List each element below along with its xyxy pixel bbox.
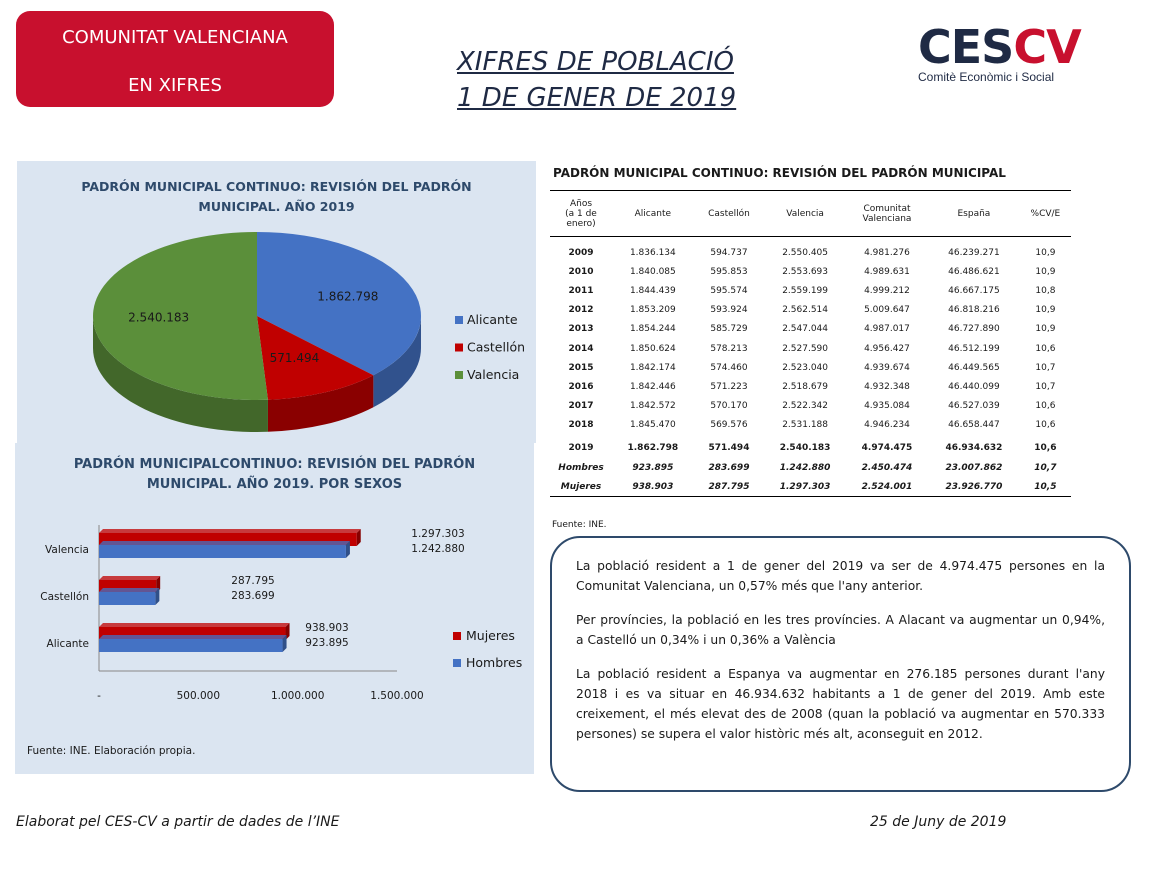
table-cell: Hombres (558, 462, 604, 473)
table-row-mujeres (550, 477, 1071, 497)
table-cell: 46.727.890 (948, 324, 1000, 335)
table-cell: 1.242.880 (779, 462, 831, 473)
pie-chart-svg (17, 161, 536, 443)
table-cell: 595.853 (710, 266, 748, 277)
bar-legend-swatch (453, 659, 461, 667)
table-cell: 1.842.174 (629, 362, 676, 373)
table-cell: 2.559.199 (782, 285, 828, 296)
table-cell: 1.840.085 (629, 266, 676, 277)
bar-top-mujeres (99, 529, 361, 533)
table-cell: 2.531.188 (782, 420, 828, 431)
bar-value-label: 1.242.880 (411, 543, 465, 555)
logo-ces: CES (918, 20, 1014, 74)
bar-category-label: Alicante (46, 638, 89, 650)
header-cv: Comunitat Valenciana (862, 203, 912, 224)
table-cell: 595.574 (710, 285, 748, 296)
table-cell: 46.818.216 (948, 305, 1000, 316)
pie-legend-swatch (455, 344, 463, 352)
table-cell: 10,7 (1034, 462, 1057, 473)
table-cell: 2014 (568, 343, 594, 354)
header-espana: España (957, 208, 991, 219)
bar-hombres-valencia (99, 545, 346, 558)
table-row-hombres (550, 458, 1071, 477)
bar-chart-panel (15, 443, 534, 774)
badge-line2: EN XIFRES (128, 75, 222, 96)
table-cell: 2.550.405 (782, 247, 828, 258)
table-cell: 2019 (568, 443, 594, 454)
table-cell: 594.737 (710, 247, 748, 258)
table-row-2014 (550, 339, 1071, 358)
bar-value-label: 938.903 (305, 622, 349, 634)
bar-top-hombres (99, 635, 287, 639)
bar-top-mujeres (99, 623, 290, 627)
table-cell: 46.239.271 (948, 247, 1000, 258)
pie-legend-label: Alicante (467, 312, 518, 327)
table-title: PADRÓN MUNICIPAL CONTINUO: REVISIÓN DEL PADRÓN MUNICIPAL (553, 166, 1006, 180)
bar-chart-source: Fuente: INE. Elaboración propia. (27, 745, 196, 757)
summary-paragraph-3: La població resident a Espanya va augmentar en 276.185 persones durant l'any 2018 i es va situar en 46.934.632 habitants a 1 de gener del 2019. Amb este creixement, el més elevat des de 2008 (quan la població va augmentar en 570.333 persones) se supera el valor històric més alt, aconseguit en 2012. (576, 667, 1105, 741)
pie-legend-label: Valencia (467, 367, 520, 382)
pie-value-label: 2.540.183 (128, 310, 190, 325)
table-cell: 2016 (568, 381, 594, 392)
bar-top-mujeres (99, 576, 160, 580)
header-alicante: Alicante (634, 208, 672, 219)
table-cell: 283.699 (708, 462, 750, 473)
table-cell: 1.850.624 (629, 343, 676, 354)
bar-x-tick-label: 1.500.000 (370, 690, 424, 702)
footer-credit: Elaborat pel CES-CV a partir de dades de l’INE (16, 814, 340, 830)
logo-mark (918, 20, 1081, 74)
table-cell: 10,6 (1035, 343, 1056, 354)
table-cell: 2.450.474 (861, 462, 913, 473)
bar-top-hombres (99, 588, 159, 592)
table-cell: 2.523.040 (782, 362, 828, 373)
table-cell: Mujeres (560, 481, 602, 492)
table-row-2009 (550, 243, 1071, 262)
table-cell: 4.974.475 (861, 443, 913, 454)
table-cell: 569.576 (710, 420, 748, 431)
bar-value-label: 287.795 (231, 575, 275, 587)
table-cell: 2.553.693 (782, 266, 828, 277)
table-cell: 574.460 (710, 362, 748, 373)
pie-value-label: 1.862.798 (317, 289, 379, 304)
table-cell: 2.522.342 (782, 401, 828, 412)
table-cell: 10,7 (1035, 362, 1056, 373)
ces-cv-logo (918, 20, 1081, 92)
table-cell: 46.449.565 (948, 362, 1000, 373)
bar-value-label: 923.895 (305, 637, 349, 649)
pie-legend-swatch (455, 371, 463, 379)
table-cell: 2.540.183 (779, 443, 831, 454)
table-cell: 10,9 (1035, 266, 1056, 277)
pie-title-line1: PADRÓN MUNICIPAL CONTINUO: REVISIÓN DEL PADRÓN (81, 179, 472, 194)
table-cell: 2012 (568, 305, 594, 316)
bar-legend-swatch (453, 632, 461, 640)
header-castellon: Castellón (708, 208, 750, 219)
summary-textbox (550, 536, 1131, 792)
pie-legend-swatch (455, 316, 463, 324)
table-cell: 2017 (568, 401, 594, 412)
population-table (550, 190, 1071, 499)
bar-top-hombres (99, 541, 350, 545)
table-cell: 2011 (568, 285, 594, 296)
bar-legend-label: Mujeres (466, 628, 515, 643)
header-pct: %CV/E (1030, 208, 1061, 219)
table-cell: 10,7 (1035, 381, 1056, 392)
table-row-2010 (550, 262, 1071, 281)
table-source: Fuente: INE. (552, 520, 607, 530)
footer-date: 25 de Juny de 2019 (870, 814, 1007, 830)
logo-cv: CV (1013, 20, 1081, 74)
header-valencia: Valencia (786, 208, 824, 219)
table-cell: 4.932.348 (864, 381, 910, 392)
pie-title-line2: MUNICIPAL. AÑO 2019 (198, 199, 355, 214)
table-cell: 10,9 (1035, 247, 1056, 258)
table-cell: 4.946.234 (864, 420, 910, 431)
table-row-2015 (550, 358, 1071, 377)
table-cell: 23.926.770 (945, 481, 1003, 492)
bar-category-label: Valencia (45, 544, 89, 556)
table-cell: 10,6 (1034, 443, 1057, 454)
table-cell: 4.999.212 (864, 285, 910, 296)
table-cell: 4.939.674 (864, 362, 910, 373)
table-cell: 2010 (568, 266, 594, 277)
header-anos: Años (a 1 de enero) (565, 198, 597, 229)
table-cell: 10,5 (1034, 481, 1057, 492)
table-cell: 4.987.017 (864, 324, 910, 335)
title-line2: 1 DE GENER DE 2019 (457, 83, 737, 113)
table-cell: 1.845.470 (629, 420, 676, 431)
table-row-2012 (550, 301, 1071, 320)
table-cell: 46.658.447 (948, 420, 1000, 431)
table-cell: 46.934.632 (945, 443, 1003, 454)
table-row-2018 (550, 416, 1071, 435)
bar-title-line2: MUNICIPAL. AÑO 2019. POR SEXOS (146, 477, 403, 492)
table-cell: 1.854.244 (629, 324, 676, 335)
bar-chart-svg (15, 443, 534, 774)
badge-line1: COMUNITAT VALENCIANA (62, 27, 288, 48)
table-cell: 2.527.590 (782, 343, 828, 354)
bar-legend-label: Hombres (466, 655, 523, 670)
table-row-total (550, 439, 1071, 458)
table-cell: 2.518.679 (782, 381, 828, 392)
table-cell: 46.486.621 (948, 266, 1000, 277)
pie-value-label: 571.494 (269, 351, 320, 366)
table-cell: 585.729 (710, 324, 748, 335)
table-cell: 923.895 (632, 462, 674, 473)
table-cell: 2015 (568, 362, 594, 373)
table-header-row (550, 191, 1071, 237)
table-cell: 5.009.647 (864, 305, 910, 316)
table-cell: 1.844.439 (629, 285, 676, 296)
table-cell: 10,6 (1035, 420, 1056, 431)
title-line1: XIFRES DE POBLACIÓ (457, 47, 734, 77)
table-cell: 4.989.631 (864, 266, 910, 277)
page-title (457, 44, 736, 116)
bar-value-label: 283.699 (231, 590, 275, 602)
table-cell: 2009 (568, 247, 594, 258)
table-cell: 1.842.446 (629, 381, 676, 392)
table-row-2016 (550, 377, 1071, 396)
table-cell: 2.562.514 (782, 305, 828, 316)
table-cell: 938.903 (632, 481, 674, 492)
table-cell: 23.007.862 (945, 462, 1003, 473)
table-cell: 1.836.134 (629, 247, 676, 258)
bar-x-tick-label: 500.000 (176, 690, 221, 702)
table-row-2011 (550, 281, 1071, 300)
table-cell: 1.862.798 (627, 443, 679, 454)
logo-subtitle: Comitè Econòmic i Social (918, 70, 1055, 84)
bar-value-label: 1.297.303 (411, 528, 465, 540)
bar-hombres-alicante (99, 639, 283, 652)
bar-category-label: Castellón (40, 591, 89, 603)
table-cell: 2.524.001 (861, 481, 913, 492)
bar-x-tick-label: 1.000.000 (270, 690, 325, 702)
pie-chart-panel (17, 161, 536, 443)
table-cell: 571.494 (708, 443, 750, 454)
table-cell: 578.213 (710, 343, 748, 354)
table-cell: 1.842.572 (629, 401, 676, 412)
summary-paragraph-1: La població resident a 1 de gener del 2019 va ser de 4.974.475 persones en la Comunitat Valenciana, un 0,57% més que l'any anterior. (576, 559, 1105, 593)
table-cell: 2013 (568, 324, 594, 335)
bar-hombres-castellón (99, 592, 155, 605)
table-cell: 593.924 (710, 305, 748, 316)
table-cell: 46.527.039 (948, 401, 1000, 412)
table-cell: 570.170 (710, 401, 748, 412)
table-cell: 2.547.044 (782, 324, 828, 335)
table-cell: 4.935.084 (864, 401, 910, 412)
summary-paragraph-2: Per províncies, la població en les tres províncies. A Alacant va augmentar un 0,94%, a Castelló un 0,34% i un 0,36% a València (576, 613, 1105, 647)
table-cell: 1.853.209 (629, 305, 676, 316)
table-cell: 287.795 (708, 481, 750, 492)
table-row-2017 (550, 397, 1071, 416)
table-cell: 46.512.199 (948, 343, 1000, 354)
bar-x-tick-label: - (97, 690, 101, 702)
table-cell: 10,9 (1035, 324, 1056, 335)
table-row-2013 (550, 320, 1071, 339)
table-cell: 46.667.175 (948, 285, 1000, 296)
table-cell: 46.440.099 (948, 381, 1000, 392)
table-cell: 10,6 (1035, 401, 1056, 412)
region-badge (16, 11, 334, 107)
table-cell: 10,9 (1035, 305, 1056, 316)
table-cell: 10,8 (1035, 285, 1056, 296)
pie-legend-label: Castellón (467, 339, 526, 355)
table-cell: 571.223 (710, 381, 748, 392)
table-cell: 1.297.303 (779, 481, 831, 492)
table-cell: 4.956.427 (864, 343, 910, 354)
table-cell: 4.981.276 (864, 247, 910, 258)
table-cell: 2018 (568, 420, 594, 431)
bar-title-line1: PADRÓN MUNICIPALCONTINUO: REVISIÓN DEL PADRÓN (73, 457, 476, 472)
